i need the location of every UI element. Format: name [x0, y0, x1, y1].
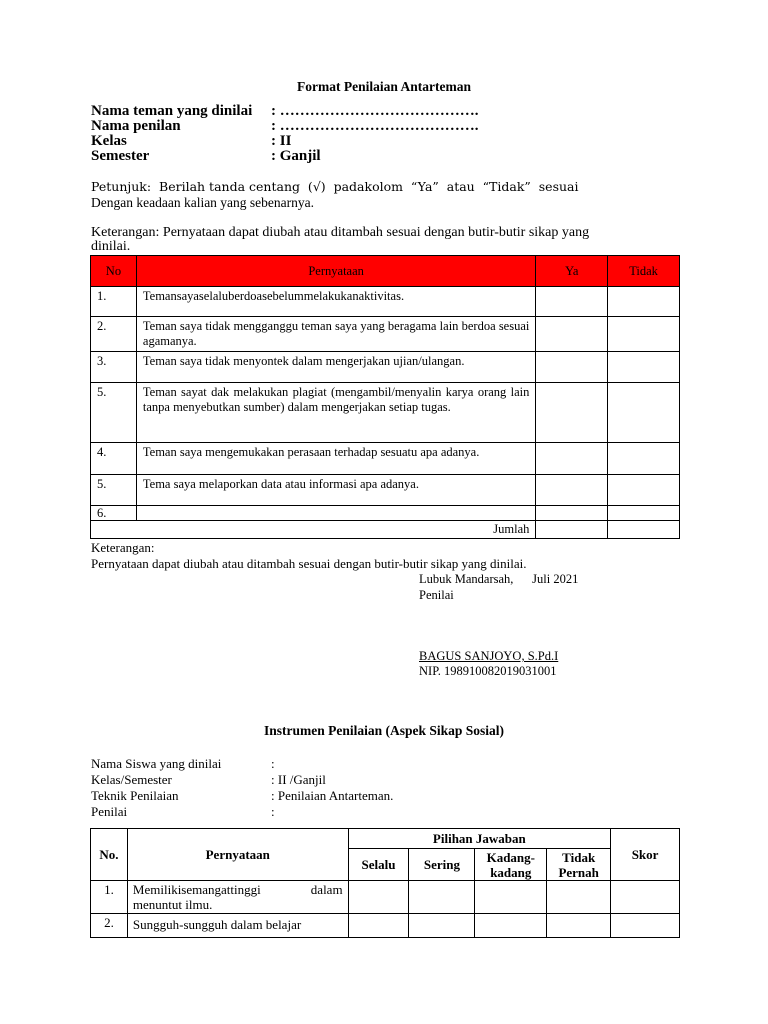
header-no: No	[91, 256, 137, 287]
always-cell[interactable]	[348, 914, 409, 938]
row-statement: Teman sayat dak melakukan plagiat (mengambil/menyalin karya orang lain tanpa menyebutkan sumber) dalam mengerjakan setiap tugas.	[136, 383, 535, 443]
info-value: :	[271, 804, 275, 819]
info-label: Nama Siswa yang dinilai	[91, 756, 222, 771]
total-no-cell[interactable]	[608, 521, 680, 539]
note-line-1: Keterangan: Pernyataan dapat diubah atau ditambah sesuai dengan butir-butir sikap yang	[91, 225, 590, 240]
table-row	[91, 287, 680, 317]
header-score: Skor	[611, 829, 680, 881]
row-statement: Teman saya mengemukakan perasaan terhadap sesuatu apa adanya.	[136, 443, 535, 475]
no-cell[interactable]	[608, 443, 680, 475]
row-number: 1.	[91, 287, 137, 317]
score-cell[interactable]	[611, 914, 680, 938]
yes-cell[interactable]	[536, 317, 608, 352]
header-no: No.	[91, 829, 128, 881]
header-yes: Ya	[536, 256, 608, 287]
row-number: 6.	[91, 506, 137, 521]
ident-value: : ………………………………….	[271, 103, 479, 119]
yes-cell[interactable]	[536, 287, 608, 317]
instruction-line-2: Dengan keadaan kalian yang sebenarnya.	[91, 195, 315, 210]
info-row-class-semester	[91, 772, 326, 788]
info-row-assessor	[91, 804, 275, 820]
never-cell[interactable]	[547, 914, 611, 938]
form2-title: Instrumen Penilaian (Aspek Sikap Sosial)	[263, 723, 505, 738]
score-cell[interactable]	[611, 881, 680, 914]
ident-value: : II	[271, 133, 292, 149]
yes-cell[interactable]	[536, 475, 608, 506]
ident-label: Kelas	[91, 133, 127, 149]
yes-cell[interactable]	[536, 352, 608, 383]
yes-cell[interactable]	[536, 443, 608, 475]
info-label: Penilai	[91, 804, 128, 819]
info-label: Kelas/Semester	[91, 772, 172, 787]
table-header-row	[91, 256, 680, 287]
row-statement: Teman saya tidak menyontek dalam mengerjakan ujian/ulangan.	[136, 352, 535, 383]
header-choices: Pilihan Jawaban	[348, 829, 611, 849]
ident-label: Nama teman yang dinilai	[91, 103, 253, 119]
header-no-answer: Tidak	[608, 256, 680, 287]
table-row	[91, 443, 680, 475]
always-cell[interactable]	[348, 881, 409, 914]
ident-label: Nama penilan	[91, 118, 181, 134]
row-number: 2.	[91, 317, 137, 352]
sometimes-cell[interactable]	[475, 914, 547, 938]
row-statement: Temansayaselaluberdoasebelummelakukanaktivitas.	[136, 287, 535, 317]
info-value: : II /Ganjil	[271, 772, 326, 787]
info-value: : Penilaian Antarteman.	[271, 788, 394, 803]
row-number: 5.	[91, 383, 137, 443]
row-number: 5.	[91, 475, 137, 506]
header-never: Tidak Pernah	[547, 849, 611, 881]
sometimes-cell[interactable]	[475, 881, 547, 914]
row-number: 2.	[91, 914, 128, 938]
info-label: Teknik Penilaian	[91, 788, 179, 803]
info-row-student	[91, 756, 275, 772]
total-row	[91, 521, 680, 539]
table-row	[91, 383, 680, 443]
peer-assessment-table	[90, 255, 680, 539]
header-sometimes: Kadang-kadang	[475, 849, 547, 881]
no-cell[interactable]	[608, 317, 680, 352]
ident-value: : Ganjil	[271, 148, 321, 164]
row-number: 1.	[91, 881, 128, 914]
no-cell[interactable]	[608, 383, 680, 443]
table-row	[91, 475, 680, 506]
ident-value: : ………………………………….	[271, 118, 479, 134]
header-statement: Pernyataan	[127, 829, 348, 881]
header-statement: Pernyataan	[136, 256, 535, 287]
header-always: Selalu	[348, 849, 409, 881]
never-cell[interactable]	[547, 881, 611, 914]
signature-name: BAGUS SANJOYO, S.Pd.I	[419, 649, 559, 663]
social-attitude-table	[90, 828, 680, 938]
table-row	[91, 506, 680, 521]
no-cell[interactable]	[608, 352, 680, 383]
table-row	[91, 914, 680, 938]
often-cell[interactable]	[409, 881, 475, 914]
table-row	[91, 881, 680, 914]
no-cell[interactable]	[608, 287, 680, 317]
info-value: :	[271, 756, 275, 771]
row-number: 3.	[91, 352, 137, 383]
row-statement: Tema saya melaporkan data atau informasi apa adanya.	[136, 475, 535, 506]
header-often: Sering	[409, 849, 475, 881]
no-cell[interactable]	[608, 506, 680, 521]
total-yes-cell[interactable]	[536, 521, 608, 539]
row-statement: Memilikisemangattinggi dalam menuntut ilmu.	[127, 881, 348, 914]
row-statement: Teman saya tidak mengganggu teman saya yang beragama lain berdoa sesuai agamanya.	[136, 317, 535, 352]
yes-cell[interactable]	[536, 506, 608, 521]
table-header-row	[91, 829, 680, 849]
often-cell[interactable]	[409, 914, 475, 938]
row-statement	[136, 506, 535, 521]
ident-label: Semester	[91, 148, 150, 164]
signature-role: Penilai	[419, 588, 454, 602]
bottom-note-label: Keterangan:	[91, 540, 155, 555]
note-line-2: dinilai.	[91, 239, 131, 254]
signature-place-date: Lubuk Mandarsah, Juli 2021	[419, 572, 579, 586]
info-row-technique	[91, 788, 394, 804]
instruction-line-1: Petunjuk: Berilah tanda centang (√) padakolom “Ya” atau “Tidak” sesuai	[91, 179, 579, 194]
form1-title: Format Penilaian Antarteman	[297, 79, 471, 94]
table-row	[91, 352, 680, 383]
bottom-note-text: Pernyataan dapat diubah atau ditambah sesuai dengan butir-butir sikap yang dinilai.	[91, 556, 527, 571]
signature-nip: NIP. 198910082019031001	[419, 664, 557, 678]
table-row	[91, 317, 680, 352]
row-number: 4.	[91, 443, 137, 475]
no-cell[interactable]	[608, 475, 680, 506]
yes-cell[interactable]	[536, 383, 608, 443]
total-label: Jumlah	[91, 521, 536, 539]
row-statement: Sungguh-sungguh dalam belajar	[127, 914, 348, 938]
